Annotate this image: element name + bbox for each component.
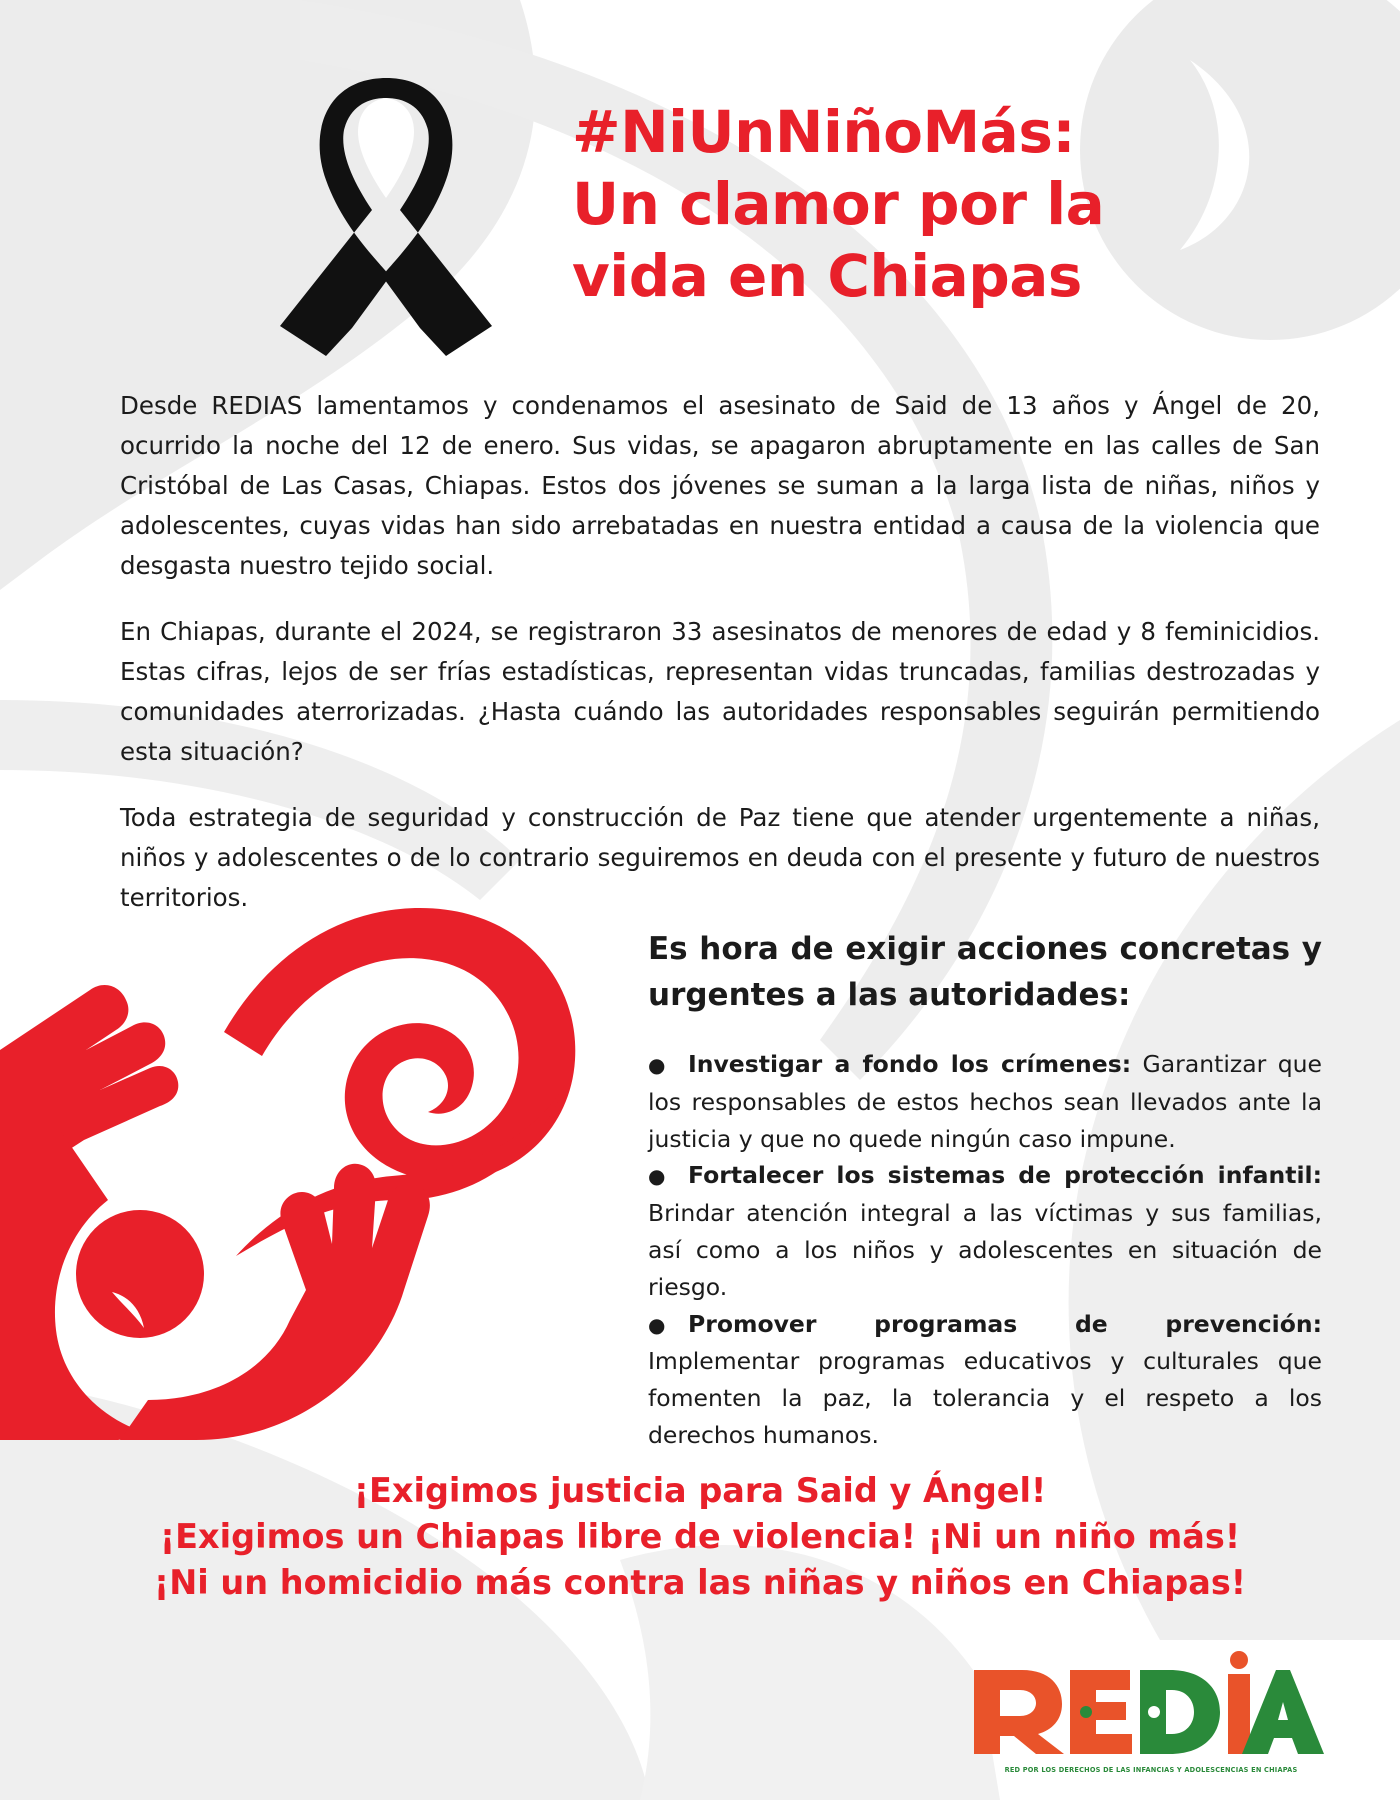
closing-demands (100, 1468, 1300, 1606)
list-item (648, 1157, 1322, 1305)
demand-title: Promover programas de prevención: (688, 1309, 1322, 1338)
list-item (648, 1046, 1322, 1157)
demand-title: Fortalecer los sistemas de protección infantil: (688, 1161, 1322, 1190)
demand-title: Investigar a fondo los crímenes: (688, 1050, 1132, 1078)
title-line-1: #NiUnNiñoMás: (572, 98, 1076, 166)
demand-text: Garantizar que los responsables de estos hechos sean llevados ante la justicia y que no quede ningún caso impune. (648, 1050, 1322, 1153)
list-item (648, 1306, 1322, 1454)
paragraph-strategy: Toda estrategia de seguridad y construcción de Paz tiene que atender urgentemente a niñas, niños y adolescentes o de lo contrario seguiremos en deuda con el presente y futuro de nuestros territorios. (120, 803, 1320, 912)
bullet-icon: ● (648, 1312, 666, 1337)
closing-line-1: ¡Exigimos justicia para Said y Ángel! (353, 1471, 1047, 1510)
redias-logo-wordmark (970, 1650, 1330, 1760)
mourning-ribbon-icon (268, 60, 508, 360)
title-line-3: vida en Chiapas (572, 242, 1082, 310)
bullet-icon: ● (648, 1164, 666, 1189)
demands-heading: Es hora de exigir acciones concretas y urgentes a las autoridades: (648, 931, 1322, 1013)
bullet-icon: ● (648, 1053, 666, 1077)
closing-line-2: ¡Exigimos un Chiapas libre de violencia! ¡Ni un niño más! (159, 1517, 1241, 1556)
paragraph-condolence: Desde REDIAS lamentamos y condenamos el asesinato de Said de 13 años y Ángel de 20, ocurrido la noche del 12 de enero. Sus vidas, se apagaron abruptamente en las calles de San Cristóbal de Las Casas, Chiapas. Estos dos jóvenes se suman a la larga lista de niñas, niños y adolescentes, cuyas vidas han sido arrebatadas en nuestra entidad a causa de la violencia que desgasta nuestro tejido social. (120, 391, 1320, 580)
demands-list (648, 1046, 1322, 1454)
logo-subtitle: RED POR LOS DERECHOS DE LAS INFANCIAS Y ADOLESCENCIAS EN CHIAPAS (1004, 1766, 1298, 1774)
closing-line-3: ¡Ni un homicidio más contra las niñas y niños en Chiapas! (153, 1563, 1247, 1602)
title-line-2: Un clamor por la (572, 170, 1105, 238)
child-figure-illustration (0, 900, 600, 1440)
page-title (572, 96, 1352, 312)
redias-logo (970, 1650, 1330, 1780)
paragraph-statistics: En Chiapas, durante el 2024, se registraron 33 asesinatos de menores de edad y 8 feminicidios. Estas cifras, lejos de ser frías estadísticas, representan vidas truncadas, familias destrozadas y comunidades aterrorizadas. ¿Hasta cuándo las autoridades responsables seguirán permitiendo esta situación? (120, 617, 1320, 766)
demand-text: Brindar atención integral a las víctimas y sus familias, así como a los niños y adolescentes en situación de riesgo. (648, 1199, 1322, 1301)
demand-text: Implementar programas educativos y culturales que fomenten la paz, la tolerancia y el respeto a los derechos humanos. (648, 1347, 1322, 1449)
